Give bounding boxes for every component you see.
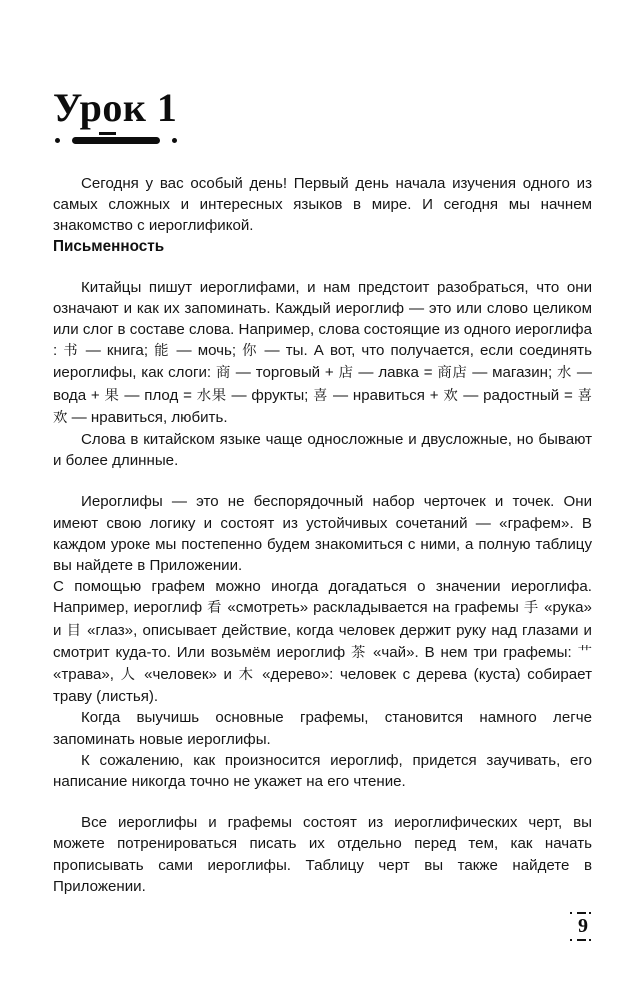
hanzi-dian-shop: 店 xyxy=(338,365,354,382)
text-run: Китайцы пишут иероглифами, и нам предстоит разобраться, что они означают и как их запоминать. Каждый иероглиф — это или слово целиком или слог в составе слова. Например, слова состоящие из одного иероглифа : xyxy=(53,278,592,360)
hanzi-kan-look: 看 xyxy=(207,600,223,617)
page-content xyxy=(53,0,592,897)
text-run: — лавка = xyxy=(353,364,438,382)
text-run: «смотреть» раскладывается на графемы xyxy=(222,599,524,617)
text-run: «глаз», описывает действие, когда человек держит руку над глазами и смотрит куда-то. Или возьмём иероглиф xyxy=(53,621,592,661)
text-run: — нравиться + xyxy=(328,386,444,404)
text-run: — фрукты; xyxy=(226,386,314,404)
text-run: «дерево»: человек с дерева (куста) собирает траву (листья). xyxy=(53,666,592,706)
hanzi-shu-book: 书 xyxy=(63,343,80,360)
paragraph-grapheme-intro: Иероглифы — это не беспорядочный набор черточек и точек. Они имеют свою логику и состоят из устойчивых сочетаний — «графем». В каждом уроке мы постепенно будем знакомиться с ними, а полную таблицу вы найдете в Приложении. xyxy=(53,493,592,575)
text-run: С помощью графем можно иногда догадаться о значении иероглифа. Например, иероглиф xyxy=(53,578,592,617)
paragraph-strokes: Все иероглифы и графемы состоят из иероглифических черт, вы можете потренироваться писать их отдельно перед тем, как начать прописывать сами иероглифы. Таблицу черт вы также найдете в Приложении. xyxy=(53,814,592,895)
text-run: — ты. А вот, что получается, если соединять иероглифы, как слоги: xyxy=(53,342,592,382)
text-run: — вода + xyxy=(53,364,592,404)
hanzi-ni-you: 你 xyxy=(242,343,259,360)
hanzi-shou-hand: 手 xyxy=(523,600,540,617)
hanzi-xi-like: 喜 xyxy=(313,387,329,404)
hanzi-neng-can: 能 xyxy=(154,343,171,360)
paragraph-intro: Сегодня у вас особый день! Первый день начала изучения одного из самых сложных и интересных языков в мире. И сегодня мы начнем знакомство с иероглификой. xyxy=(53,175,592,235)
ornament-segment xyxy=(570,939,572,941)
ornament-segment xyxy=(570,912,572,914)
paragraph-word-length: Слова в китайском языке чаще односложные и двусложные, но бывают и более длинные. xyxy=(53,431,592,470)
text-run: — мочь; xyxy=(170,342,243,360)
title-underline-ornament xyxy=(55,135,177,146)
hanzi-guo-fruit: 果 xyxy=(104,387,120,404)
ornament-tick xyxy=(99,132,116,135)
text-run: — торговый + xyxy=(230,364,339,382)
text-run: «трава», xyxy=(53,666,121,684)
paragraph-learn-graphemes: Когда выучишь основные графемы, становится намного легче запоминать новые иероглифы. xyxy=(53,709,592,748)
text-run: — книга; xyxy=(79,342,155,360)
paragraph-pronunciation: К сожалению, как произносится иероглиф, придется заучивать, его написание никогда точно не укажет на его чтение. xyxy=(53,751,592,791)
page-number: 9 xyxy=(578,915,588,937)
text-run: «человек» и xyxy=(137,666,239,684)
hanzi-shang-trade: 商 xyxy=(215,365,231,382)
hanzi-cao-grass: 艹 xyxy=(577,644,592,661)
hanzi-shui-water: 水 xyxy=(557,365,573,382)
hanzi-shuiguo-fruit: 水果 xyxy=(196,387,227,404)
text-run: — плод = xyxy=(119,386,197,404)
ornament-segment xyxy=(577,939,586,941)
ornament-segment xyxy=(577,912,586,914)
paragraph-grapheme-examples xyxy=(53,576,592,707)
page-ornament-bottom xyxy=(569,938,597,942)
text-run: — радостный = xyxy=(458,386,578,404)
hanzi-mu-tree: 木 xyxy=(238,667,256,684)
chapter-title-block xyxy=(53,85,592,146)
hanzi-huan-joy: 欢 xyxy=(443,387,459,404)
text-run: — нравиться, любить. xyxy=(67,408,228,426)
text-run: — магазин; xyxy=(467,364,557,382)
page-ornament-top xyxy=(569,911,597,915)
ornament-bar xyxy=(72,137,160,144)
hanzi-xihuan-like: 喜欢 xyxy=(53,387,593,426)
hanzi-cha-tea: 茶 xyxy=(351,644,368,661)
hanzi-shangdian-store: 商店 xyxy=(437,365,468,382)
paragraph-hieroglyph-basics xyxy=(53,277,592,429)
hanzi-ren-person: 人 xyxy=(120,667,138,684)
text-run: «рука» и xyxy=(53,599,592,639)
ornament-segment xyxy=(589,939,591,941)
ornament-dot-left xyxy=(55,138,60,143)
ornament-dot-right xyxy=(172,138,177,143)
hanzi-mu-eye: 目 xyxy=(66,622,82,639)
ornament-segment xyxy=(589,912,591,914)
chapter-title: Урок 1 xyxy=(53,85,178,130)
text-run: «чай». В нем три графемы: xyxy=(367,643,578,661)
section-heading-pismennost: Письменность xyxy=(53,237,165,255)
page-number-block xyxy=(566,911,600,942)
